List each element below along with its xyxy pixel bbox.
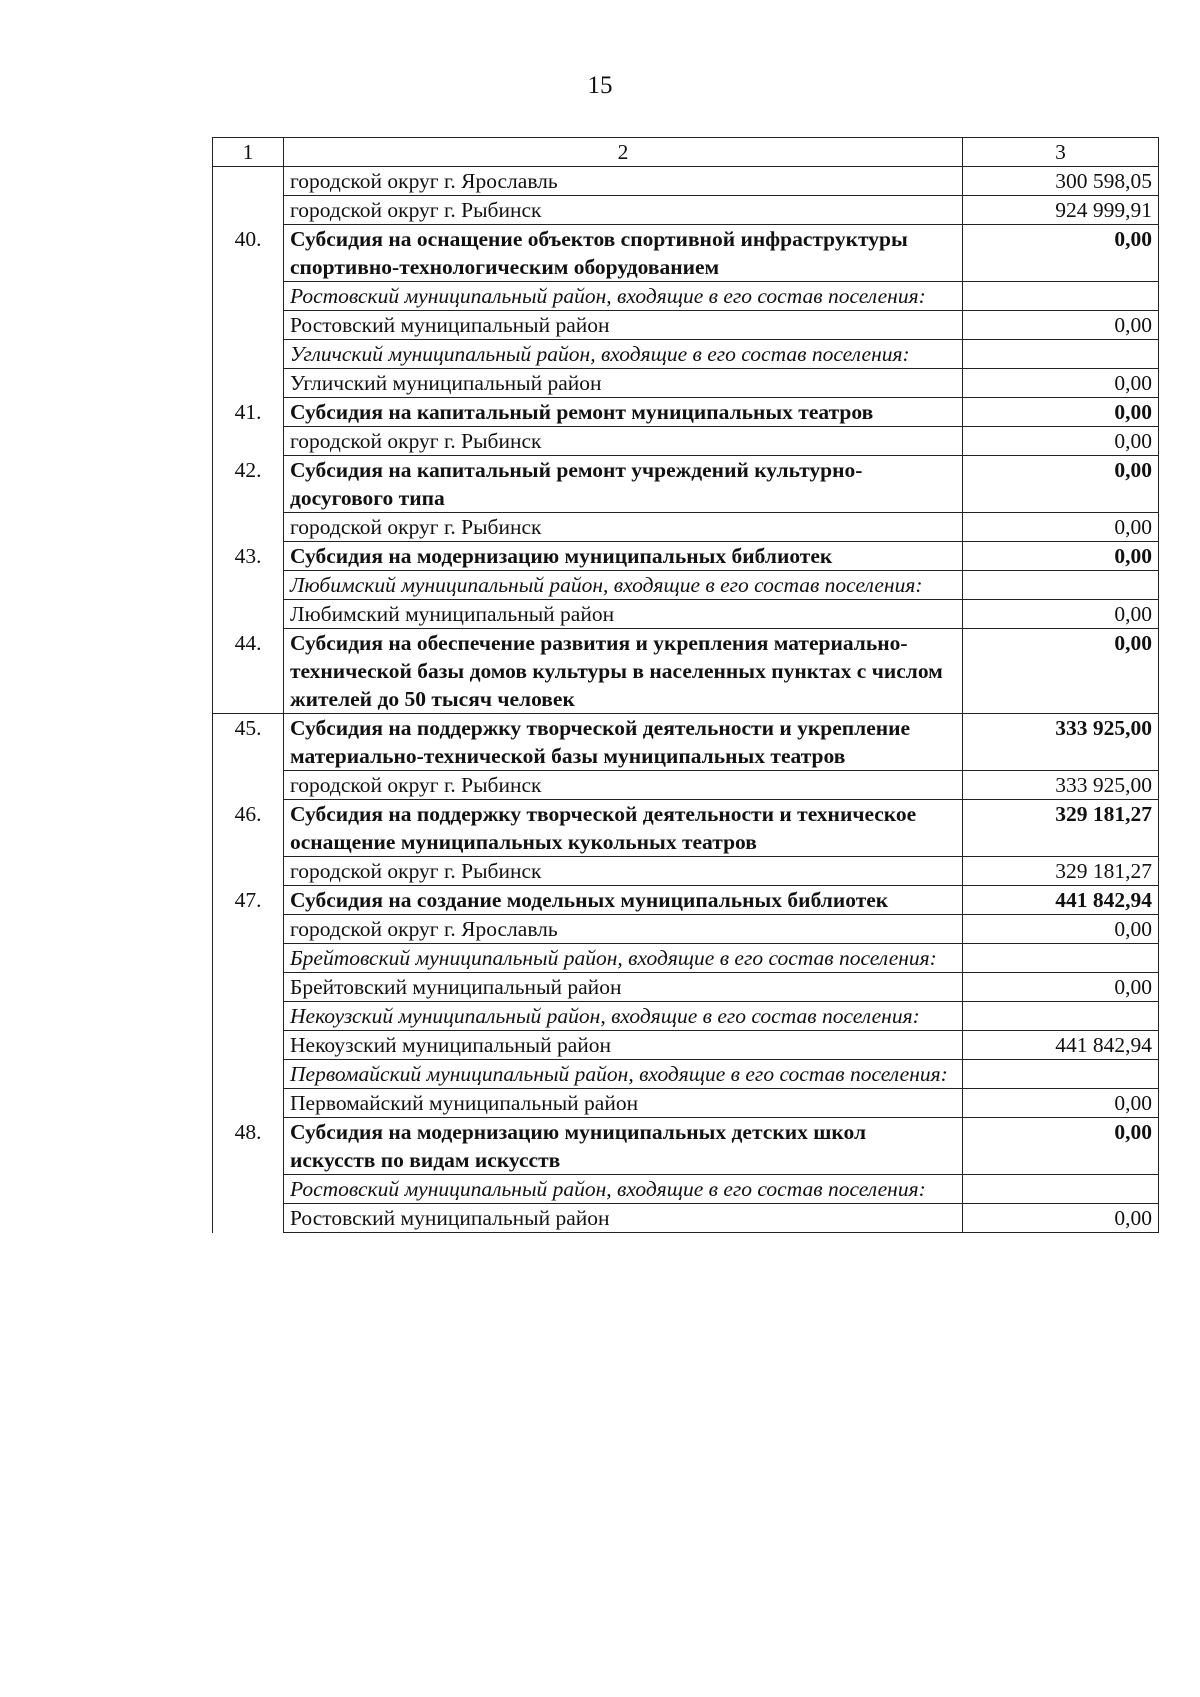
row-name: Субсидия на обеспечение развития и укрепления материально-технической базы домов культуры в населенных пунктах с числом жителей до 50 тысяч человек xyxy=(284,629,963,714)
row-number xyxy=(213,771,284,800)
row-amount xyxy=(963,1060,1159,1089)
subsidy-table xyxy=(212,137,1159,1233)
table-row xyxy=(213,1089,1159,1118)
row-name: Субсидия на капитальный ремонт муниципальных театров xyxy=(284,398,963,427)
subsidy-row xyxy=(213,398,1159,427)
row-name: Некоузский муниципальный район, входящие в его состав поселения: xyxy=(284,1002,963,1031)
row-name: Ростовский муниципальный район, входящие в его состав поселения: xyxy=(284,1175,963,1204)
table-row xyxy=(213,857,1159,886)
table-row xyxy=(213,513,1159,542)
row-name: Субсидия на поддержку творческой деятельности и укрепление материально-технической базы муниципальных театров xyxy=(284,714,963,771)
row-name: Ростовский муниципальный район xyxy=(284,1204,963,1233)
row-amount: 333 925,00 xyxy=(963,771,1159,800)
row-number xyxy=(213,167,284,196)
row-number: 40. xyxy=(213,225,284,282)
row-amount: 924 999,91 xyxy=(963,196,1159,225)
row-number xyxy=(213,1060,284,1089)
table-header-row xyxy=(213,138,1159,167)
row-number xyxy=(213,944,284,973)
row-amount: 0,00 xyxy=(963,973,1159,1002)
row-number xyxy=(213,196,284,225)
row-amount: 441 842,94 xyxy=(963,886,1159,915)
row-number: 42. xyxy=(213,456,284,513)
row-name: городской округ г. Ярославль xyxy=(284,167,963,196)
row-name: Субсидия на поддержку творческой деятельности и техническое оснащение муниципальных кукольных театров xyxy=(284,800,963,857)
row-name: городской округ г. Рыбинск xyxy=(284,771,963,800)
row-amount: 0,00 xyxy=(963,600,1159,629)
row-name: Любимский муниципальный район xyxy=(284,600,963,629)
group-row xyxy=(213,1002,1159,1031)
row-name: Субсидия на модернизацию муниципальных детских школ искусств по видам искусств xyxy=(284,1118,963,1175)
row-amount: 329 181,27 xyxy=(963,800,1159,857)
row-amount: 0,00 xyxy=(963,1089,1159,1118)
table-row xyxy=(213,167,1159,196)
row-number xyxy=(213,1089,284,1118)
row-amount: 329 181,27 xyxy=(963,857,1159,886)
row-number xyxy=(213,1175,284,1204)
row-number xyxy=(213,513,284,542)
row-number xyxy=(213,1204,284,1233)
row-amount: 300 598,05 xyxy=(963,167,1159,196)
group-row xyxy=(213,944,1159,973)
row-name: Ростовский муниципальный район xyxy=(284,311,963,340)
row-number xyxy=(213,973,284,1002)
header-col-1: 1 xyxy=(213,138,284,167)
row-name: Некоузский муниципальный район xyxy=(284,1031,963,1060)
table-row xyxy=(213,973,1159,1002)
row-name: городской округ г. Рыбинск xyxy=(284,513,963,542)
row-amount: 0,00 xyxy=(963,542,1159,571)
subsidy-row xyxy=(213,1118,1159,1175)
row-number: 43. xyxy=(213,542,284,571)
row-amount: 0,00 xyxy=(963,225,1159,282)
row-number xyxy=(213,857,284,886)
row-number xyxy=(213,600,284,629)
subsidy-row xyxy=(213,629,1159,714)
table-row xyxy=(213,369,1159,398)
header-col-3: 3 xyxy=(963,138,1159,167)
subsidy-row xyxy=(213,886,1159,915)
page-number: 15 xyxy=(587,72,613,99)
table-row xyxy=(213,915,1159,944)
row-name: Любимский муниципальный район, входящие в его состав поселения: xyxy=(284,571,963,600)
row-name: Субсидия на модернизацию муниципальных библиотек xyxy=(284,542,963,571)
subsidy-row xyxy=(213,800,1159,857)
row-name: Угличский муниципальный район, входящие в его состав поселения: xyxy=(284,340,963,369)
table-row xyxy=(213,427,1159,456)
row-amount: 0,00 xyxy=(963,398,1159,427)
row-number xyxy=(213,571,284,600)
row-amount xyxy=(963,340,1159,369)
row-name: городской округ г. Рыбинск xyxy=(284,427,963,456)
row-amount: 333 925,00 xyxy=(963,714,1159,771)
group-row xyxy=(213,340,1159,369)
row-amount: 0,00 xyxy=(963,1118,1159,1175)
row-name: городской округ г. Ярославль xyxy=(284,915,963,944)
row-number xyxy=(213,311,284,340)
row-name: Первомайский муниципальный район, входящие в его состав поселения: xyxy=(284,1060,963,1089)
row-name: городской округ г. Рыбинск xyxy=(284,857,963,886)
row-amount: 441 842,94 xyxy=(963,1031,1159,1060)
table-row xyxy=(213,196,1159,225)
row-number xyxy=(213,369,284,398)
row-name: Угличский муниципальный район xyxy=(284,369,963,398)
row-name: Ростовский муниципальный район, входящие в его состав поселения: xyxy=(284,282,963,311)
row-number xyxy=(213,1031,284,1060)
row-number: 48. xyxy=(213,1118,284,1175)
header-col-2: 2 xyxy=(284,138,963,167)
row-number xyxy=(213,427,284,456)
row-name: Брейтовский муниципальный район, входящие в его состав поселения: xyxy=(284,944,963,973)
group-row xyxy=(213,1175,1159,1204)
row-name: Субсидия на создание модельных муниципальных библиотек xyxy=(284,886,963,915)
row-number: 45. xyxy=(213,714,284,771)
subsidy-row xyxy=(213,225,1159,282)
row-amount: 0,00 xyxy=(963,513,1159,542)
group-row xyxy=(213,1060,1159,1089)
row-number: 41. xyxy=(213,398,284,427)
row-amount xyxy=(963,1175,1159,1204)
subsidy-row xyxy=(213,714,1159,771)
row-name: городской округ г. Рыбинск xyxy=(284,196,963,225)
table-row xyxy=(213,1031,1159,1060)
table-row xyxy=(213,771,1159,800)
row-number xyxy=(213,1002,284,1031)
row-number: 46. xyxy=(213,800,284,857)
table-row xyxy=(213,1204,1159,1233)
row-amount: 0,00 xyxy=(963,629,1159,714)
row-amount: 0,00 xyxy=(963,311,1159,340)
row-amount xyxy=(963,1002,1159,1031)
row-name: Первомайский муниципальный район xyxy=(284,1089,963,1118)
row-amount: 0,00 xyxy=(963,456,1159,513)
row-amount xyxy=(963,282,1159,311)
row-number xyxy=(213,915,284,944)
subsidy-row xyxy=(213,456,1159,513)
row-amount xyxy=(963,944,1159,973)
subsidy-row xyxy=(213,542,1159,571)
row-amount: 0,00 xyxy=(963,369,1159,398)
row-amount: 0,00 xyxy=(963,1204,1159,1233)
table-row xyxy=(213,311,1159,340)
row-number xyxy=(213,282,284,311)
group-row xyxy=(213,571,1159,600)
table-row xyxy=(213,600,1159,629)
row-number xyxy=(213,340,284,369)
row-amount: 0,00 xyxy=(963,427,1159,456)
row-amount xyxy=(963,571,1159,600)
group-row xyxy=(213,282,1159,311)
row-number: 44. xyxy=(213,629,284,714)
row-name: Субсидия на оснащение объектов спортивной инфраструктуры спортивно-технологическим оборудованием xyxy=(284,225,963,282)
row-amount: 0,00 xyxy=(963,915,1159,944)
row-name: Брейтовский муниципальный район xyxy=(284,973,963,1002)
row-name: Субсидия на капитальный ремонт учреждений культурно-досугового типа xyxy=(284,456,963,513)
row-number: 47. xyxy=(213,886,284,915)
